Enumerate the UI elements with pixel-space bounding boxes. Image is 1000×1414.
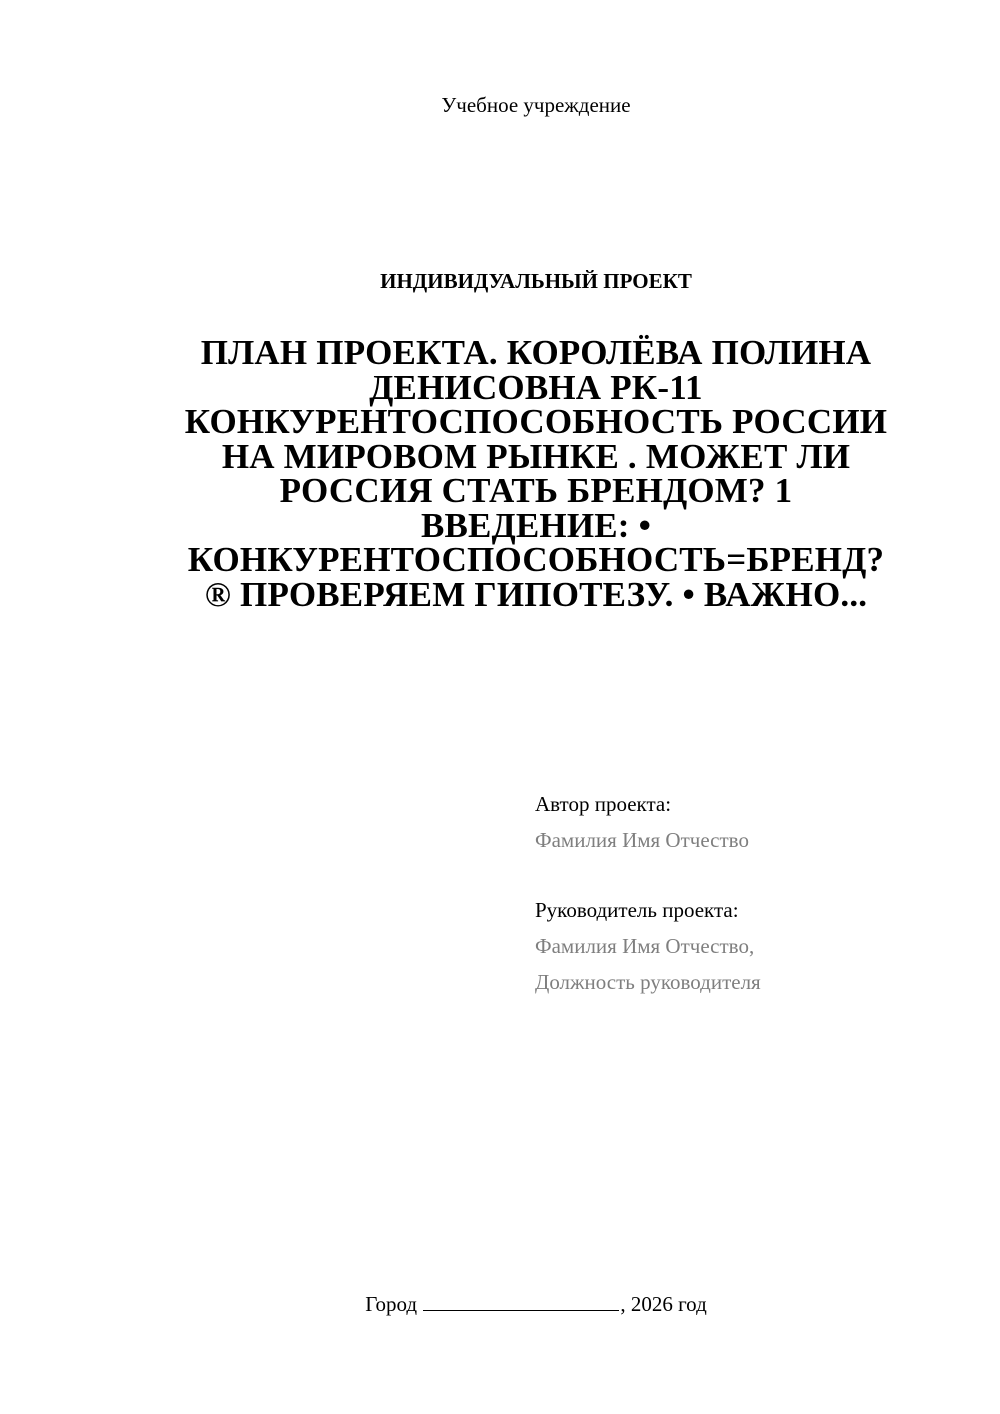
project-title-line: ВВЕДЕНИЕ: • xyxy=(420,505,652,545)
supervisor-block xyxy=(535,892,975,1000)
project-title-line: ДЕНИСОВНА РК-11 xyxy=(369,367,703,407)
project-title-line: КОНКУРЕНТОСПОСОБНОСТЬ РОССИИ xyxy=(184,402,888,441)
author-name: Фамилия Имя Отчество xyxy=(535,828,749,852)
project-title-line: КОНКУРЕНТОСПОСОБНОСТЬ=БРЕНД? xyxy=(187,540,885,579)
project-title-line: РОССИЯ СТАТЬ БРЕНДОМ? 1 xyxy=(279,471,793,510)
institution-name: Учебное учреждение xyxy=(441,93,631,117)
year-text: , 2026 год xyxy=(620,1292,707,1316)
author-label: Автор проекта: xyxy=(535,792,672,816)
supervisor-label: Руководитель проекта: xyxy=(535,898,739,922)
footer-city-year xyxy=(0,1290,1000,1318)
author-block xyxy=(535,786,975,858)
supervisor-name: Фамилия Имя Отчество, xyxy=(535,934,755,958)
project-title-line: НА МИРОВОМ РЫНКЕ . МОЖЕТ ЛИ xyxy=(221,436,851,476)
project-title xyxy=(140,333,932,614)
city-label: Город xyxy=(365,1292,418,1316)
project-title-line: ПЛАН ПРОЕКТА. КОРОЛЁВА ПОЛИНА xyxy=(200,333,872,372)
city-blank-line xyxy=(423,1290,619,1311)
project-title-line: ® ПРОВЕРЯЕМ ГИПОТЕЗУ. • ВАЖНО... xyxy=(204,574,868,614)
supervisor-position: Должность руководителя xyxy=(535,970,761,994)
project-type-heading: ИНДИВИДУАЛЬНЫЙ ПРОЕКТ xyxy=(380,269,692,293)
